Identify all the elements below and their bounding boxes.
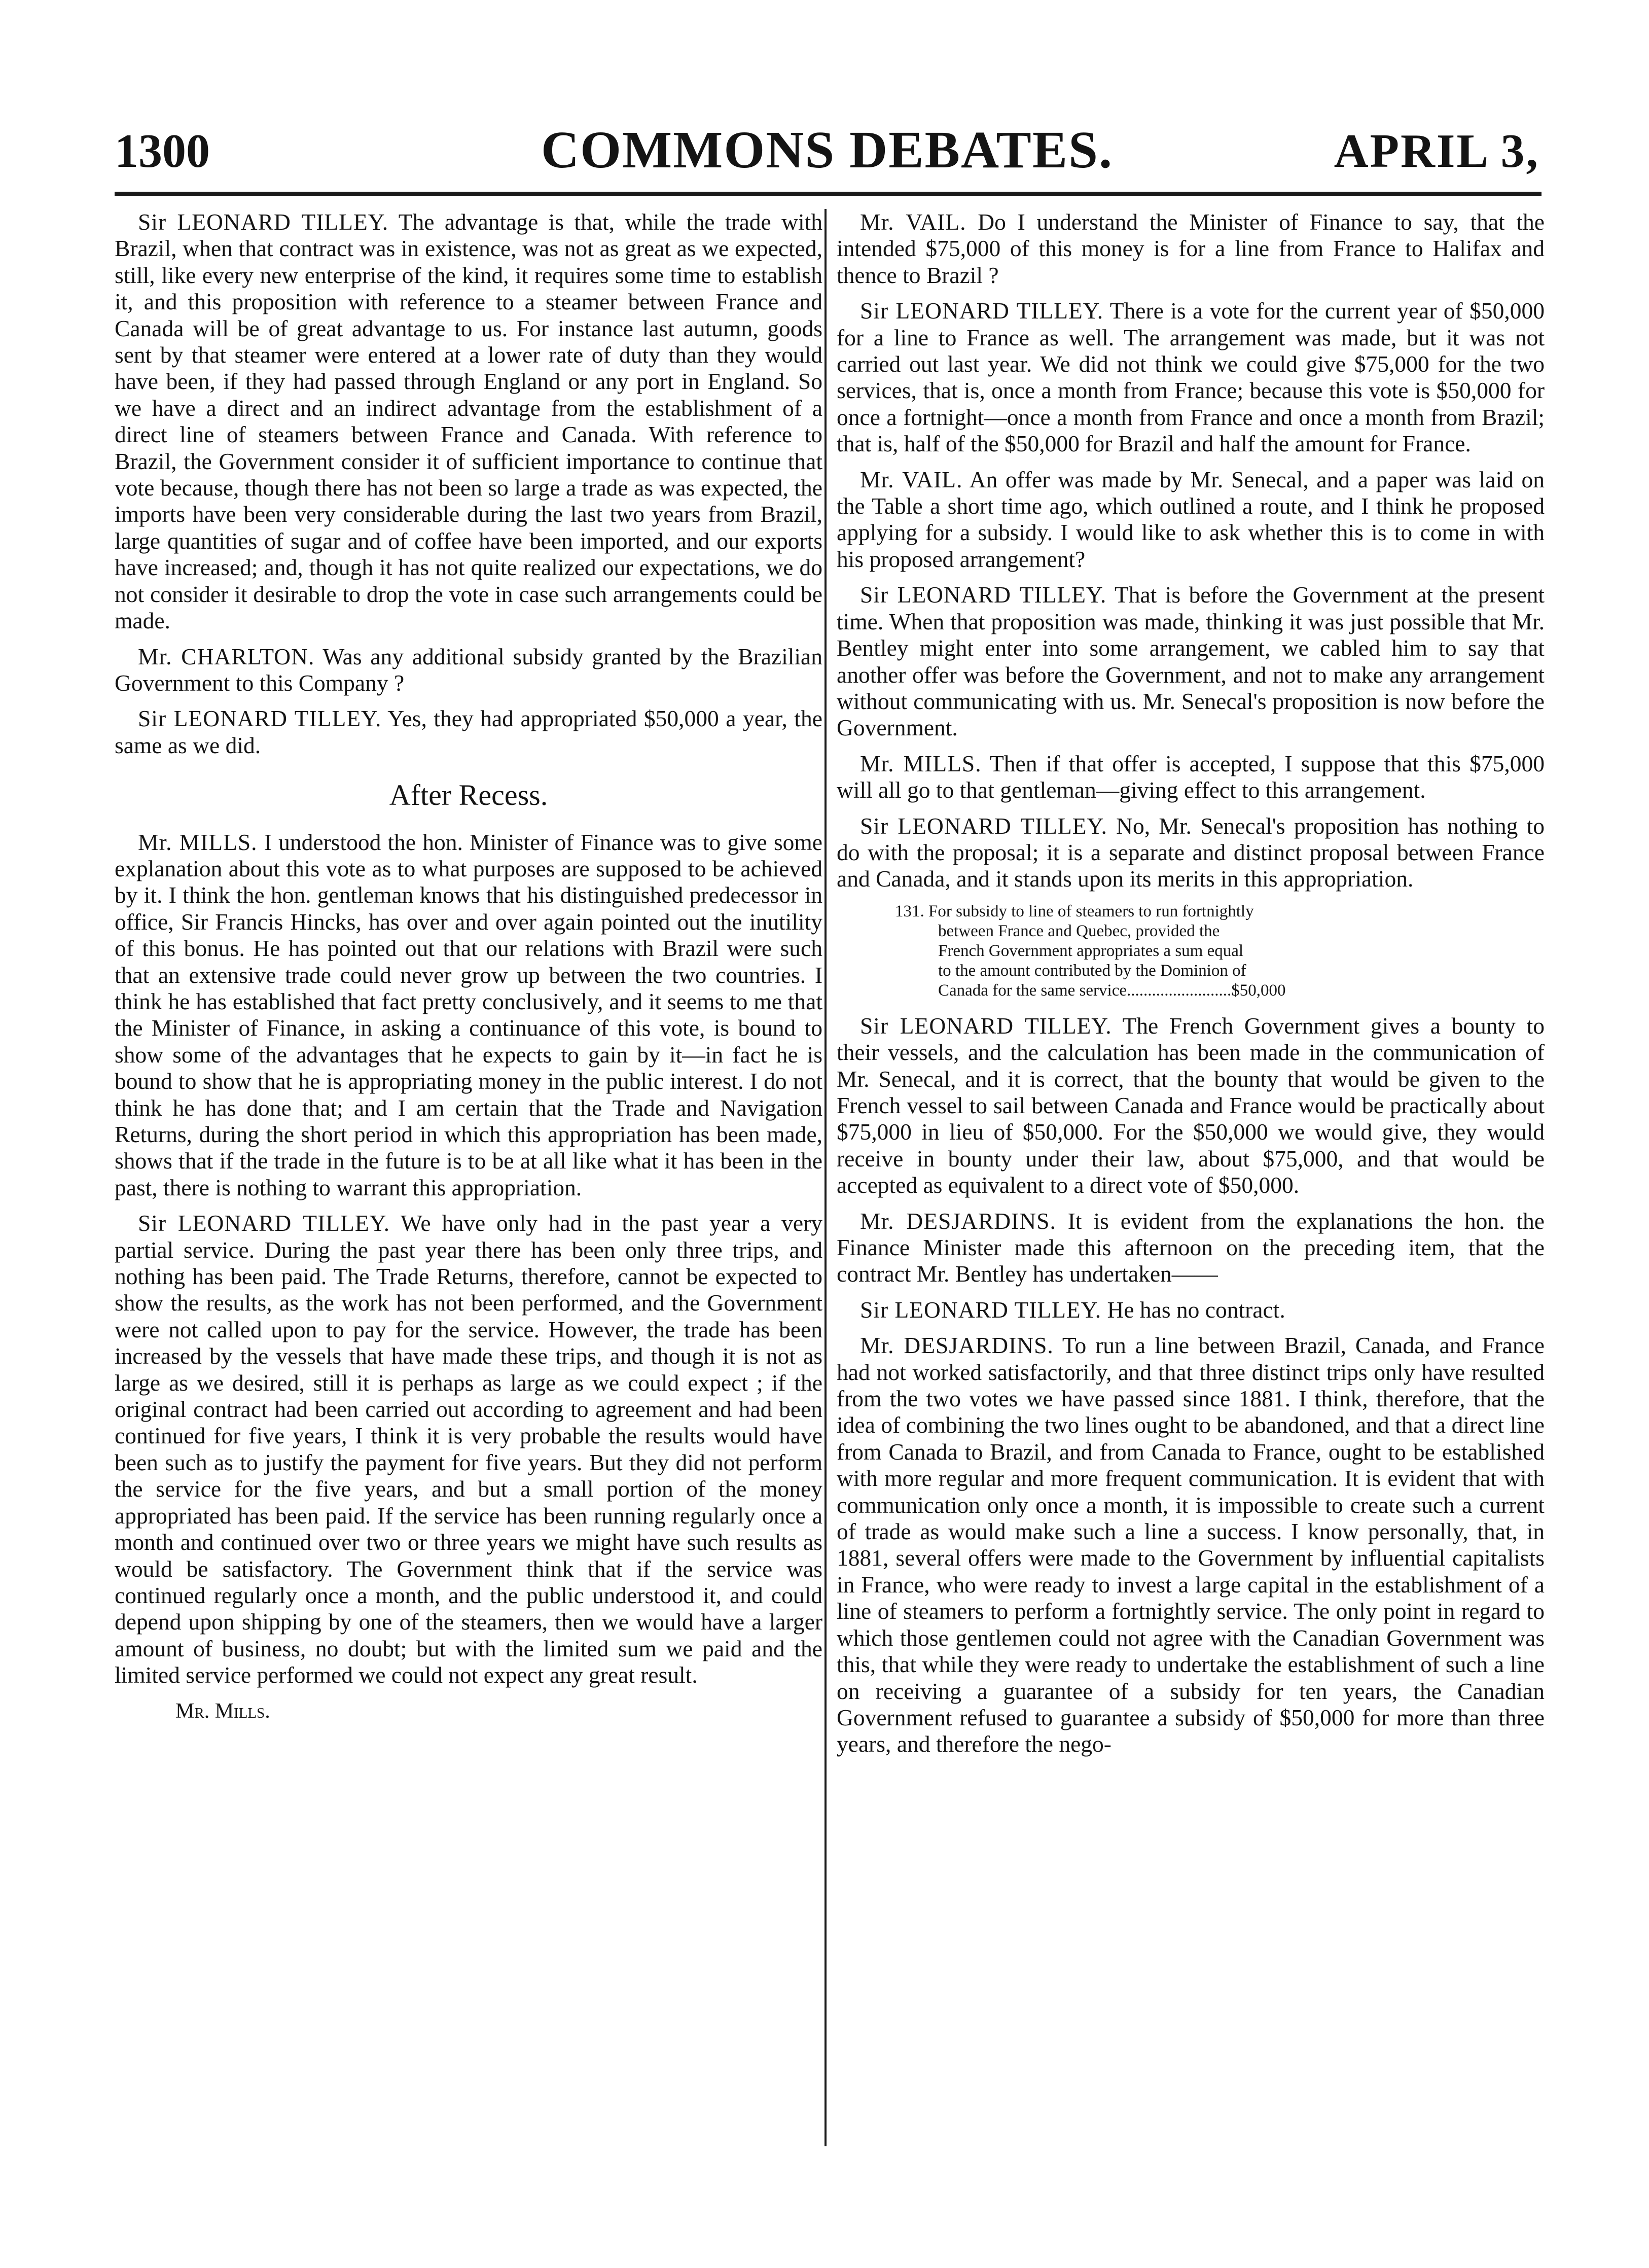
paragraph [837, 751, 1545, 804]
speech-text: No, Mr. Senecal's proposition has nothing to do with the proposal; it is a separate and distinct proposal between France and Canada, and it stands upon its merits in this appropriation. [837, 812, 1545, 892]
page-number: 1300 [115, 125, 210, 178]
paragraph [837, 298, 1545, 457]
speech-text: Was any additional subsidy granted by the Brazilian Government to this Company ? [115, 643, 822, 696]
right-column [837, 209, 1545, 1767]
speech-text: The French Government gives a bounty to their vessels, and the calculation has been made in the communication of Mr. Senecal, and it is correct, that the bounty that would be given to the French vessel to sail between Canada and France would be practically about $75,000 in lieu of $50,000. For the $50,000 we would give, they would receive in bounty under their law, about $75,000, and that would be accepted as equivalent to a direct vote of $50,000. [837, 1012, 1545, 1198]
speaker-name: Sir LEONARD TILLEY. [860, 582, 1107, 608]
speaker-name: Mr. VAIL. [860, 466, 963, 492]
speaker-name: Mr. VAIL. [860, 209, 966, 235]
paragraph [837, 1332, 1545, 1758]
speech-text: Do I understand the Minister of Finance to say, that the intended $75,000 of this money is for a line from France to Halifax and thence to Brazil ? [837, 209, 1545, 288]
speaker-name: Sir LEONARD TILLEY. [860, 298, 1104, 324]
speaker-name: Mr. CHARLTON. [138, 643, 315, 669]
paragraph [115, 829, 822, 1201]
section-heading: After Recess. [389, 778, 548, 812]
vote-line: 131. For subsidy to line of steamers to run fortnightly [895, 902, 1254, 920]
paragraph [837, 1208, 1545, 1288]
vote-line: between France and Quebec, provided the [938, 922, 1220, 940]
speech-text: There is a vote for the current year of $50,000 for a line to France as well. The arrangement was made, but it was not carried out last year. We did not think we could give $75,000 for the two services, that is, once a month from France; because this vote is $50,000 for once a fortnight—once a month from France and once a month from Brazil; that is, half of the $50,000 for Brazil and half the amount for France. [837, 298, 1545, 457]
speech-text: It is evident from the explanations the hon. the Finance Minister made this afternoon on the preceding item, that the contract Mr. Bentley has undertaken—— [837, 1208, 1545, 1287]
speech-text: Then if that offer is accepted, I suppose that this $75,000 will all go to that gentleman—giving effect to this arrangement. [837, 750, 1545, 803]
publication-title: COMMONS DEBATES. [541, 121, 1113, 179]
speaker-name: Mr. DESJARDINS. [860, 1208, 1056, 1234]
speaker-name: Sir LEONARD TILLEY. [138, 705, 382, 732]
paragraph [837, 813, 1545, 893]
speaker-name: Sir LEONARD TILLEY. [138, 209, 389, 235]
vote-item [895, 902, 1545, 1001]
paragraph [115, 644, 822, 697]
speaker-name: Sir LEONARD TILLEY. [860, 1296, 1102, 1323]
speech-text: That is before the Government at the present time. When that proposition was made, thinking it was just possible that Mr. Bentley might enter into some arrangement, we cabled him to say that another offer was before the Government, and not to make any arrangement without communicating with us. Mr. Senecal's proposition is now before the Government. [837, 582, 1545, 741]
paragraph [115, 209, 822, 634]
header-date: APRIL 3, [1334, 125, 1539, 178]
left-column [115, 209, 822, 1733]
speaker-name: Mr. MILLS. [860, 750, 982, 776]
paragraph [115, 705, 822, 759]
speaker-name: Mr. DESJARDINS. [860, 1332, 1054, 1359]
running-footer-name: Mr. Mills. [175, 1699, 270, 1723]
header-rule [115, 192, 1542, 196]
vote-line: French Government appropriates a sum equal [938, 941, 1244, 960]
paragraph [837, 582, 1545, 741]
speech-text: We have only had in the past year a very partial service. During the past year there has been only three trips, and nothing has been paid. The Trade Returns, therefore, cannot be expected to show the results, as the work has not been performed, and the Government were not called upon to pay for the service. However, the trade has been increased by the vessels that have made these trips, and though it is not as large as we desired, still it is perhaps as large as we could expect ; if the original contract had been carried out according to agreement and had been continued for five years, I think it is very probable the results would have been such as to justify the payment for five years. But they did not perform the service for the five years, and but a small portion of the money appropriated has been paid. If the service has been running regularly once a month and continued over two or three years we might have such results as would be satisfactory. The Government think that if the service was continued regularly once a month, and the public understood it, and could depend upon shipping by one of the steamers, then we would have a larger amount of business, no doubt; but with the limited sum we paid and the limited service performed we could not expect any great result. [115, 1210, 823, 1688]
column-divider [824, 209, 827, 2146]
speaker-name: Sir LEONARD TILLEY. [860, 812, 1107, 839]
speech-text: An offer was made by Mr. Senecal, and a paper was laid on the Table a short time ago, which outlined a route, and I think he proposed applying for a subsidy. I would like to ask whether this is to come in with his proposed arrangement? [837, 466, 1545, 572]
paragraph [837, 209, 1545, 289]
speaker-name: Mr. MILLS. [138, 829, 258, 855]
speech-text: He has no contract. [1107, 1296, 1285, 1323]
paragraph [837, 1013, 1545, 1199]
speech-text: Yes, they had appropriated $50,000 a year, the same as we did. [115, 705, 822, 758]
speaker-name: Sir LEONARD TILLEY. [860, 1012, 1112, 1039]
speech-text: The advantage is that, while the trade with Brazil, when that contract was in existence, was not as great as we expected, still, like every new enterprise of the kind, it requires some time to establish it, and this proposition with reference to a steamer between France and Canada will be of great advantage to us. For instance last autumn, goods sent by that steamer were entered at a lower rate of duty than they would have been, if they had passed through England or any port in England. So we have a direct and an indirect advantage from the establishment of a direct line of steamers between France and Canada. With reference to Brazil, the Government consider it of sufficient importance to continue that vote because, though there has not been so large a trade as was expected, the imports have been very considerable during the last two years from Brazil, large quantities of sugar and of coffee have been imported, and our exports have increased; and, though it has not quite realized our expectations, we do not consider it desirable to drop the vote in case such arrangements could be made. [115, 209, 823, 634]
vote-line: to the amount contributed by the Dominion of [938, 961, 1246, 980]
speech-text: To run a line between Brazil, Canada, and France had not worked satisfactorily, and that three distinct trips only have resulted from the two votes we have passed since 1881. I think, therefore, that the idea of combining the two lines ought to be abandoned, and that a direct line from Canada to Brazil, and from Canada to France, ought to be established with more regular and more frequent communication. It is evident that with communication only once a month, it is impossible to create such a current of trade as would make such a line a success. I know personally, that, in 1881, several offers were made to the Government by influential capitalists in France, who were ready to invest a large capital in the establishment of a line of steamers to perform a fortnightly service. The only point in regard to which those gentlemen could not agree with the Canadian Government was this, that while they were ready to undertake the establishment of such a line on receiving a guarantee of a subsidy for ten years, the Canadian Government refused to guarantee a subsidy of $50,000 for more than three years, and therefore the nego- [837, 1332, 1545, 1757]
speech-text: I understood the hon. Minister of Finance was to give some explanation about this vote as to what purposes are supposed to be achieved by it. I think the hon. gentleman knows that his distinguished predecessor in office, Sir Francis Hincks, has over and over again pointed out the inutility of this bonus. He has pointed out that our relations with Brazil were such that an extensive trade could never grow up between the two countries. I think he has established that fact pretty conclusively, and it seems to me that the Minister of Finance, in asking a continuance of this vote, is bound to show some of the advantages that he expects to gain by it—in fact he is bound to show that he is appropriating money in the public interest. I do not think he has done that; and I am certain that the Trade and Navigation Returns, during the short period in which this appropriation has been made, shows that if the trade in the future is to be at all like what it has been in the past, there is nothing to warrant this appropriation. [115, 829, 822, 1200]
vote-line: Canada for the same service.........................$50,000 [938, 981, 1286, 1000]
paragraph [837, 1297, 1545, 1323]
page-header [115, 115, 1539, 191]
paragraph [837, 467, 1545, 573]
paragraph [115, 1210, 822, 1688]
speaker-name: Sir LEONARD TILLEY. [138, 1210, 390, 1236]
